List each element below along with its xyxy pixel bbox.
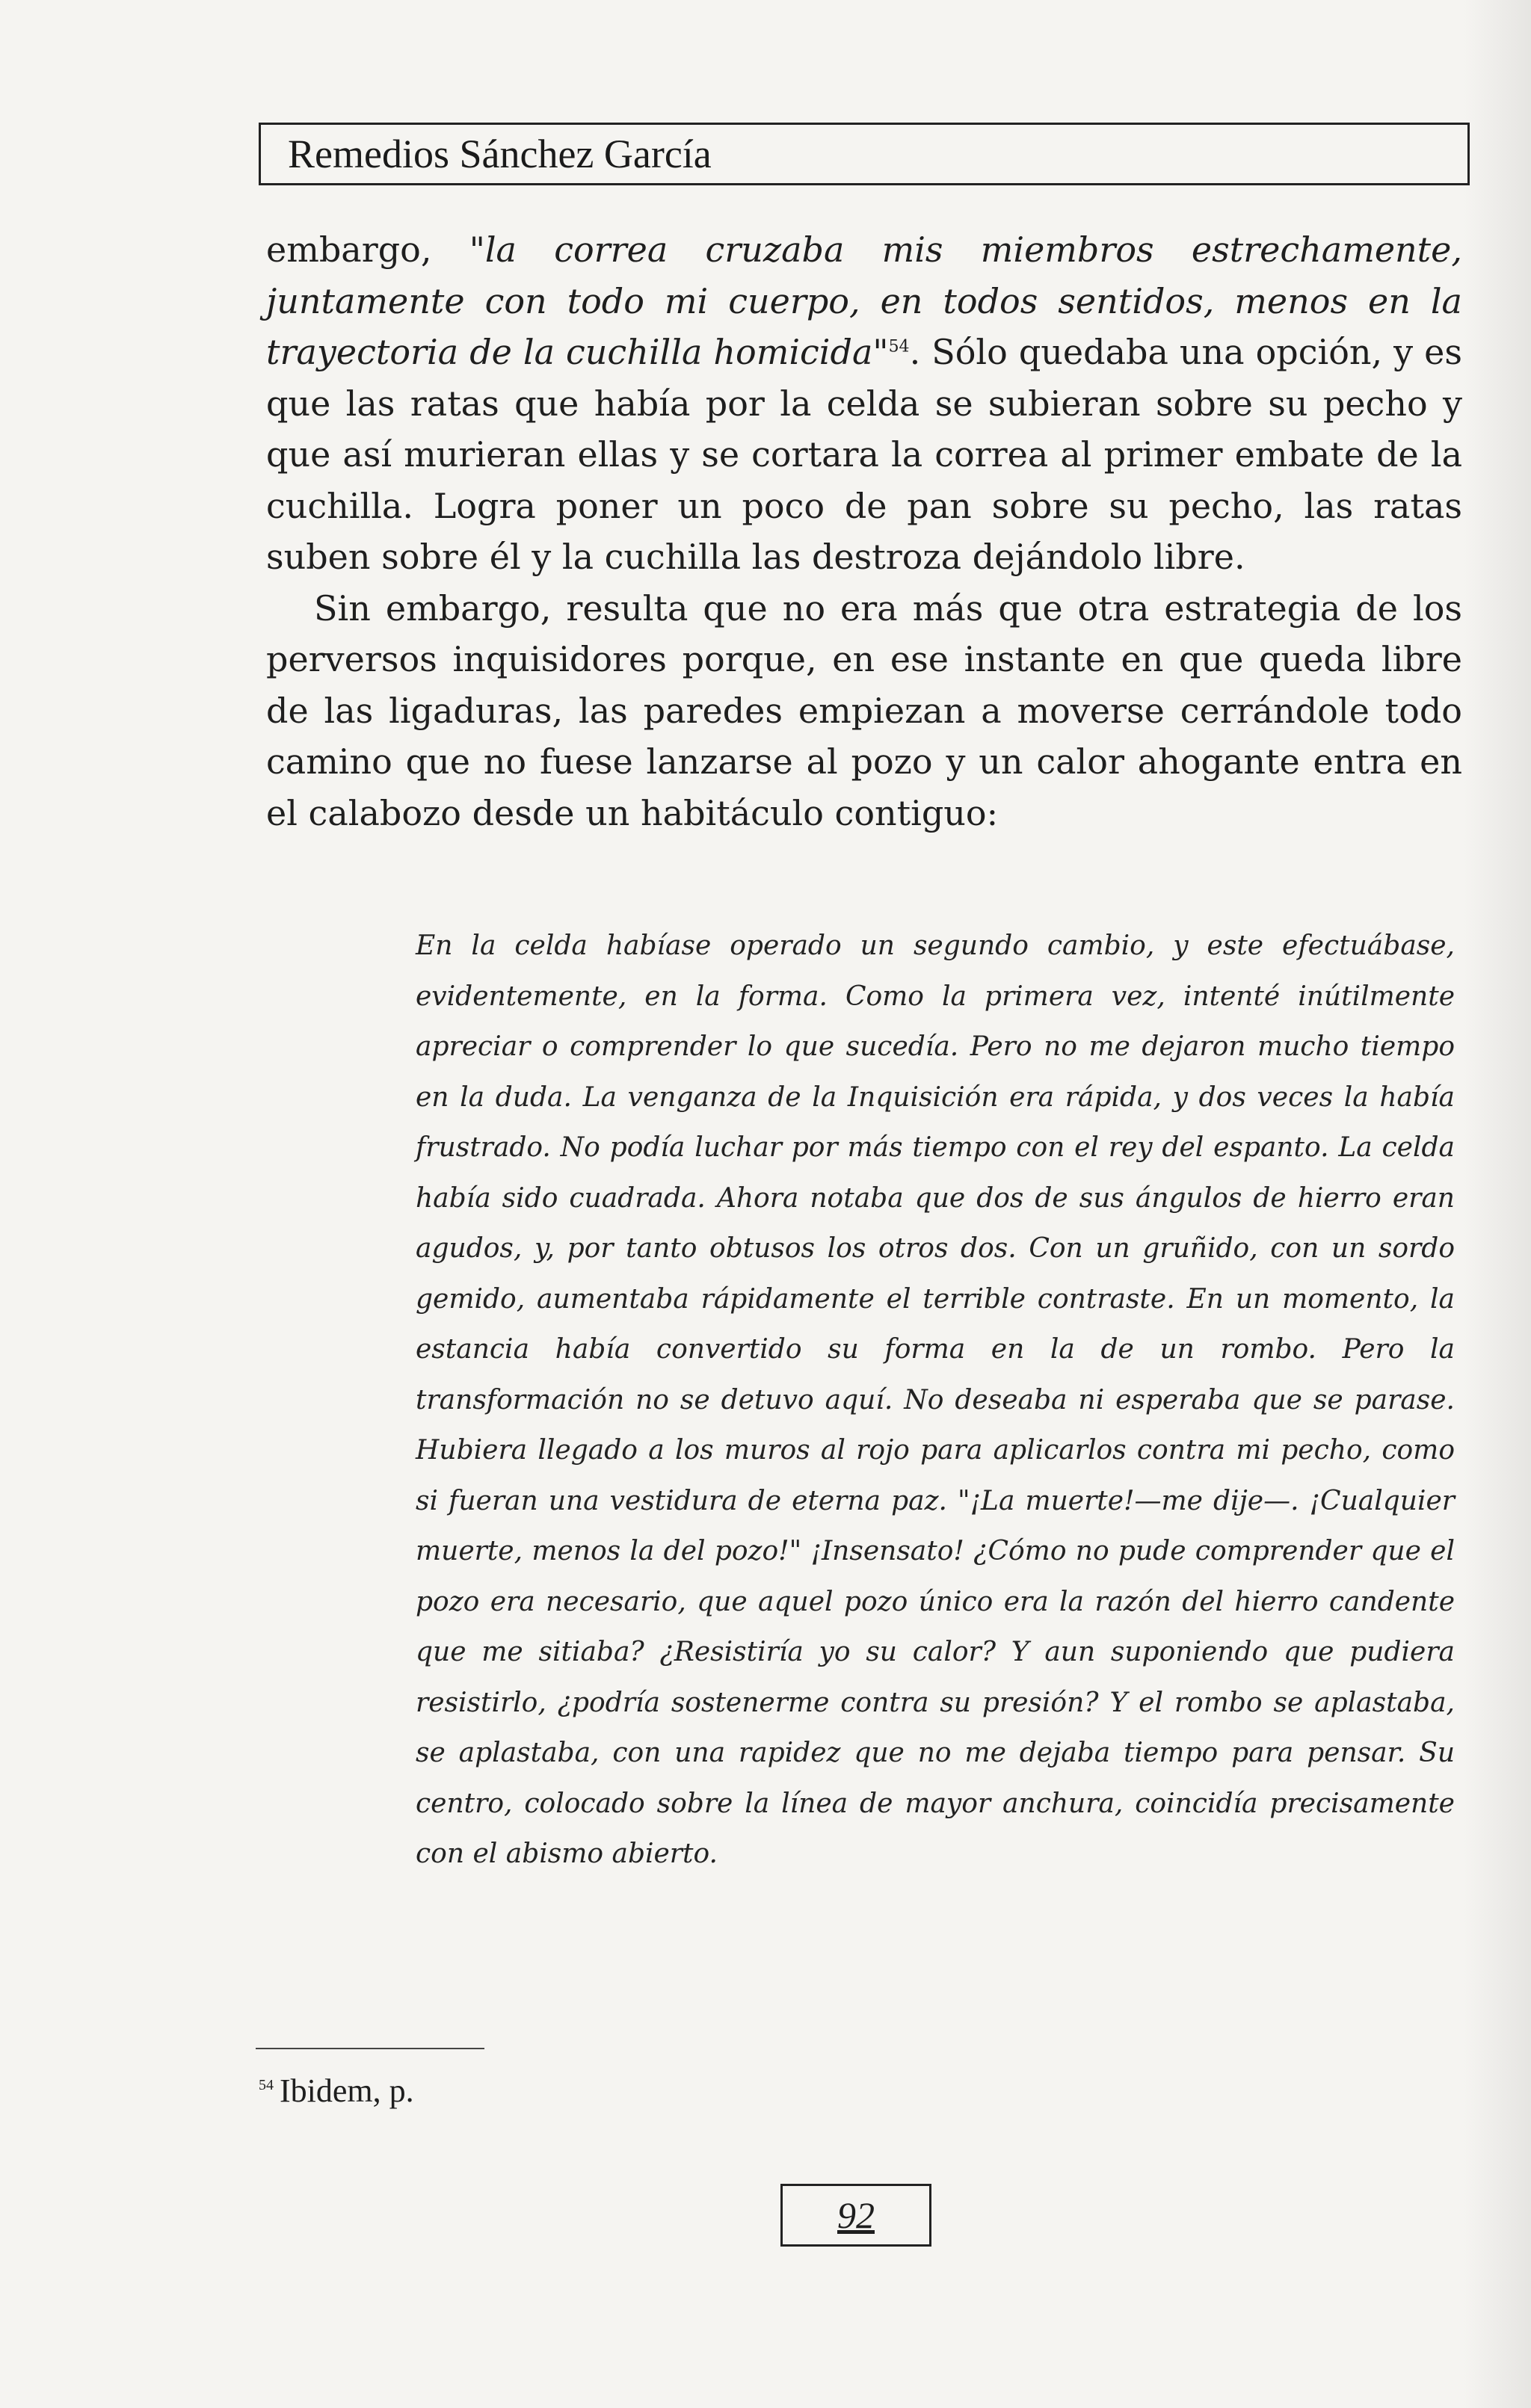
paragraph-1-quote: "la correa cruzaba mis miembros estrechamente, juntamente con todo mi cuerpo, en todos sentidos, menos en la trayectoria de la cuchilla homicida" [266, 229, 1462, 372]
page-number: 92 [837, 2194, 875, 2236]
paragraph-2: Sin embargo, resulta que no era más que otra estrategia de los perversos inquisidores porque, en ese instante en que queda libre de las ligaduras, las paredes empiezan a moverse cerrándole todo camino que no fuese lanzarse al pozo y un calor ahogante entra en el calabozo desde un habitáculo contiguo: [266, 587, 1462, 833]
running-header [259, 123, 1470, 185]
body-text [266, 224, 1462, 839]
block-quote: En la celda habíase operado un segundo cambio, y este efectuábase, evidentemente, en la forma. Como la primera vez, intenté inútilmente apreciar o comprender lo que sucedía. Pero no me dejaron mucho tiempo en la duda. La venganza de la Inquisición era rápida, y dos veces la había frustrado. No podía luchar por más tiempo con el rey del espanto. La celda había sido cuadrada. Ahora notaba que dos de sus ángulos de hierro eran agudos, y, por tanto obtusos los otros dos. Con un gruñido, con un sordo gemido, aumentaba rápidamente el terrible contraste. En un momento, la estancia había convertido su forma en la de un rombo. Pero la transformación no se detuvo aquí. No deseaba ni esperaba que se parase. Hubiera llegado a los muros al rojo para aplicarlos contra mi pecho, como si fueran una vestidura de eterna paz. "¡La muerte!—me dije—. ¡Cualquier muerte, menos la del pozo!" ¡Insensato! ¿Cómo no pude comprender que el pozo era necesario, que aquel pozo único era la razón del hierro candente que me sitiaba? ¿Resistiría yo su calor? Y aun suponiendo que pudiera resistirlo, ¿podría sostenerme contra su presión? Y el rombo se aplastaba, se aplastaba, con una rapidez que no me dejaba tiempo para pensar. Su centro, colocado sobre la línea de mayor anchura, coincidía precisamente con el abismo abierto. [416, 930, 1455, 1869]
header-author: Remedios Sánchez García [288, 132, 712, 176]
footnote-ref: 54 [888, 337, 910, 356]
footnote-divider [256, 2048, 484, 2049]
page-number-box [780, 2184, 931, 2247]
footnote [259, 2072, 414, 2110]
paragraph-1-lead: embargo, [266, 229, 469, 270]
footnote-number: 54 [259, 2077, 274, 2094]
footnote-text: Ibidem, p. [280, 2072, 414, 2109]
paragraph-1-rest: . Sólo quedaba una opción, y es que las ratas que había por la celda se subieran sobre su pecho y que así murieran ellas y se cortara la correa al primer embate de la cuchilla. Logra poner un poco de pan sobre su pecho, las ratas suben sobre él y la cuchilla las destroza dejándolo libre. [266, 332, 1462, 577]
page-edge-shadow [1464, 0, 1531, 2408]
paragraph-1 [266, 224, 1462, 583]
